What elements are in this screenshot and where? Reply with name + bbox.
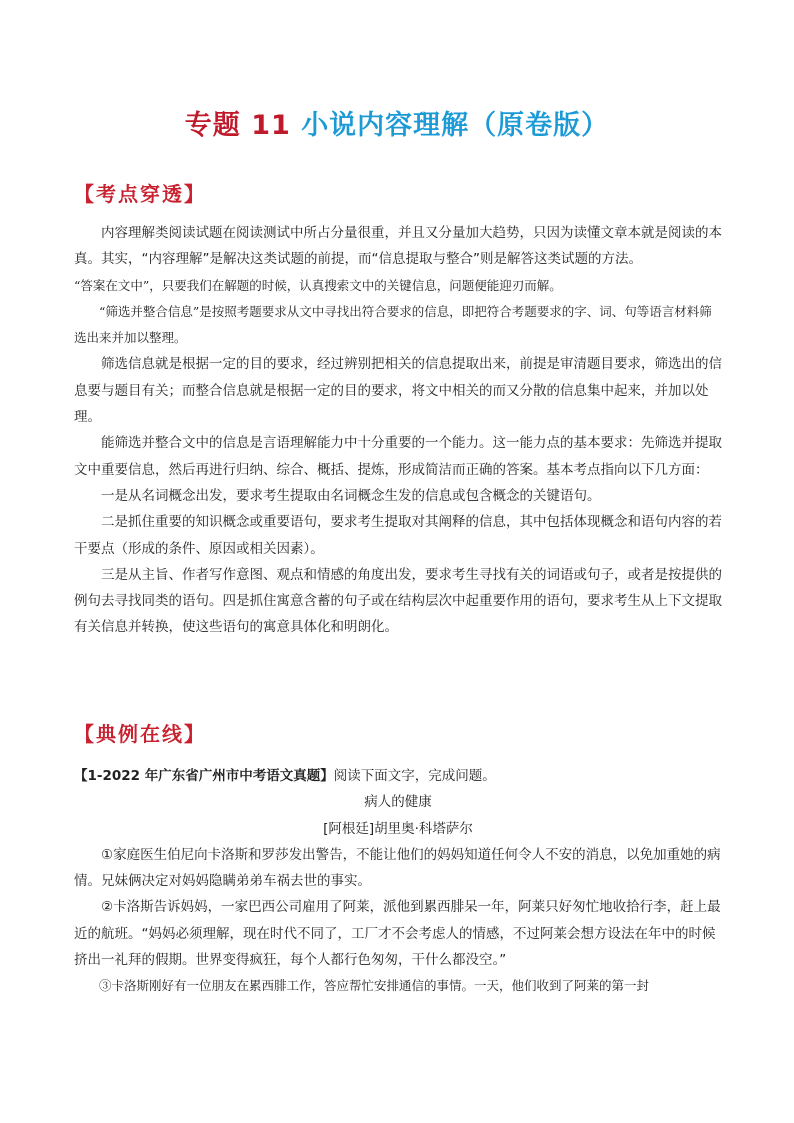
story-paragraph: ②卡洛斯告诉妈妈，一家巴西公司雇用了阿莱，派他到累西腓呆一年，阿莱只好匆忙地收拾行李，赶上最近的航班。“妈妈必须理解，现在时代不同了，工厂才不会考虑人的情感，不过阿莱会想方设法在年中的时候挤出一礼拜的假期。世界变得疯狂，每个人都行色匆匆，干什么都没空。”: [74, 899, 721, 969]
story-paragraph: ①家庭医生伯尼向卡洛斯和罗莎发出警告，不能让他们的妈妈知道任何令人不安的消息，以免加重她的病情。兄妹俩决定对妈妈隐瞒弟弟车祸去世的事实。: [74, 846, 721, 890]
kaodian-paragraph: 三是从主旨、作者写作意图、观点和情感的角度出发，要求考生寻找有关的词语或句子，或者是按提供的例句去寻找同类的语句。四是抓住寓意含蓄的句子或在结构层次中起重要作用的语句，要求考生从上下文提取有关信息并转换，使这些语句的寓意具体化和明朗化。: [74, 566, 722, 636]
example-body: [74, 763, 722, 1000]
story-paragraph: ③卡洛斯刚好有一位朋友在累西腓工作，答应帮忙安排通信的事情。一天，他们收到了阿莱的第一封: [99, 978, 650, 994]
example-source: 【1-2022 年广东省广州市中考语文真题】: [74, 768, 334, 784]
kaodian-body: [74, 220, 722, 641]
example-source-line: [74, 763, 722, 789]
section-heading-dianli: 【典例在线】: [74, 722, 206, 746]
kaodian-paragraph: “筛选并整合信息”是按照考题要求从文中寻找出符合要求的信息，即把符合考题要求的字、词、句等语言材料筛选出来并加以整理。: [74, 303, 712, 346]
kaodian-paragraph: “答案在文中”，只要我们在解题的时候，认真搜索文中的关键信息，问题便能迎刃而解。: [74, 277, 562, 293]
story-author: [阿根廷]胡里奥·科塔萨尔: [323, 820, 473, 837]
kaodian-paragraph: 一是从名词概念出发，要求考生提取由名词概念生发的信息或包含概念的关键语句。: [101, 487, 601, 504]
kaodian-paragraph: 筛选信息就是根据一定的目的要求，经过辨别把相关的信息提取出来，前提是审清题目要求，筛选出的信息要与题目有关；而整合信息就是根据一定的目的要求，将文中相关的而又分散的信息集中起来，并加以处理。: [74, 356, 722, 426]
title-topic-number: 专题 11: [184, 110, 291, 141]
kaodian-paragraph: 二是抓住重要的知识概念或重要语句，要求考生提取对其阐释的信息，其中包括体现概念和语句内容的若干要点（形成的条件、原因或相关因素）。: [74, 514, 722, 557]
title-topic-name: 小说内容理解（原卷版）: [301, 110, 610, 141]
example-instruction: 阅读下面文字，完成问题。: [333, 768, 496, 784]
story-title: 病人的健康: [364, 794, 432, 811]
page-title: [0, 103, 794, 142]
kaodian-paragraph: 内容理解类阅读试题在阅读测试中所占分量很重，并且又分量加大趋势，只因为读懂文章本就是阅读的本真。其实，“内容理解”是解决这类试题的前提，而“信息提取与整合”则是解答这类试题的方法。: [74, 225, 722, 268]
kaodian-paragraph: 能筛选并整合文中的信息是言语理解能力中十分重要的一个能力。这一能力点的基本要求：先筛选并提取文中重要信息，然后再进行归纳、综合、概括、提炼，形成简洁而正确的答案。基本考点指向以下几方面：: [74, 435, 722, 478]
section-heading-kaodian: 【考点穿透】: [74, 182, 206, 206]
